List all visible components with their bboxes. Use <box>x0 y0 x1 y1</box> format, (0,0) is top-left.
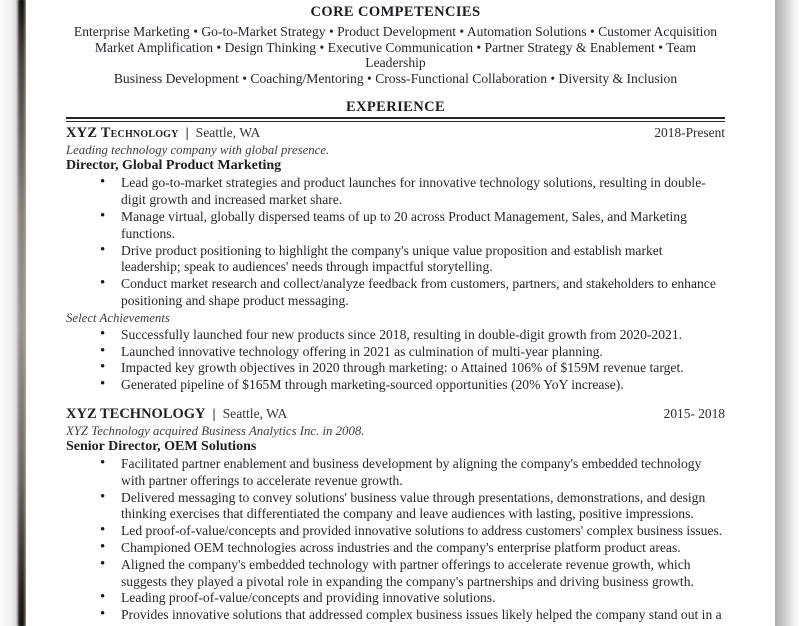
company-line <box>66 405 287 424</box>
resume-content <box>66 0 725 624</box>
job-title: Senior Director, OEM Solutions <box>66 438 257 454</box>
bullet-item: • Conduct market research and collect/analyze feedback from customers, partners, and stakeholders to enhance positioning and shape product messaging. <box>100 276 725 310</box>
job-dates: 2018-Present <box>654 125 725 141</box>
core-competencies-list <box>66 24 725 86</box>
company-note: XYZ Technology acquired Business Analytics Inc. in 2008. <box>66 423 365 438</box>
company-name: XYZ Technology <box>66 125 179 142</box>
company-name: XYZ TECHNOLOGY <box>66 405 206 422</box>
competencies-line: Enterprise Marketing • Go-to-Market Strategy • Product Development • Automation Solutions • Customer Acquisition <box>73 24 718 39</box>
page-right-shadow-band <box>774 0 800 626</box>
job-header <box>66 124 725 143</box>
bullet-item: • Lead go-to-market strategies and product launches for innovative technology solutions, resulting in double-digit growth and increased market share. <box>100 175 725 209</box>
achievements-bullet-list <box>100 327 725 394</box>
job-bullet-list <box>100 456 725 624</box>
achievements-label: Select Achievements <box>66 310 170 325</box>
page-curl-edge <box>18 0 25 626</box>
company-line <box>66 124 260 143</box>
job-dates: 2015- 2018 <box>663 405 725 421</box>
job-title: Director, Global Product Marketing <box>66 158 282 174</box>
job-bullet-list <box>100 175 725 309</box>
company-location: Seattle, WA <box>222 405 288 421</box>
bullet-item: • Generated pipeline of $165M through marketing-sourced opportunities (20% YoY increase). <box>100 377 725 394</box>
bullet-item: • Successfully launched four new products since 2018, resulting in double-digit growth from 2020-2021. <box>100 327 725 344</box>
core-competencies-title: CORE COMPETENCIES <box>310 4 481 20</box>
bullet-item: • Launched innovative technology offering in 2021 as culmination of multi-year planning. <box>100 344 725 361</box>
company-location-separator: | <box>185 126 189 142</box>
job-header <box>66 405 725 424</box>
bullet-item: • Impacted key growth objectives in 2020 through marketing: o Attained 106% of $159M revenue target. <box>100 360 725 377</box>
bullet-item: • Leading proof-of-value/concepts and providing innovative solutions. <box>100 590 725 607</box>
company-note: Leading technology company with global presence. <box>66 143 330 158</box>
job-entry <box>66 405 725 624</box>
competencies-line: Business Development • Coaching/Mentoring • Cross-Functional Collaboration • Diversity & Inclusion <box>113 70 678 86</box>
section-divider-rule <box>66 117 725 122</box>
bullet-item: • Facilitated partner enablement and business development by aligning the company's embedded technology with partner offerings to accelerate revenue growth. <box>100 456 725 490</box>
company-location: Seattle, WA <box>195 125 261 141</box>
bullet-item: • Led proof-of-value/concepts and provided innovative solutions to address customers' complex business issues. <box>100 523 725 540</box>
bullet-item: • Manage virtual, globally dispersed teams of up to 20 across Product Management, Sales, and Marketing functions. <box>100 209 725 243</box>
resume-page <box>26 0 775 626</box>
experience-title: EXPERIENCE <box>345 99 446 116</box>
bullet-item: • Delivered messaging to convey solutions' business value through presentations, demonstrations, and design thinking exercises that differentiated the company and leave audiences with lasting, positive impressions. <box>100 490 725 524</box>
job-entry <box>66 124 725 394</box>
company-location-separator: | <box>212 406 216 422</box>
competencies-line: Market Amplification • Design Thinking • Executive Communication • Partner Strategy & Enablement • Team Leadership <box>94 39 697 71</box>
bullet-item: • Drive product positioning to highlight the company's unique value proposition and establish market leadership; speak to audiences' needs through impactful storytelling. <box>100 243 725 277</box>
bullet-item: • Championed OEM technologies across industries and the company's enterprise platform product areas. <box>100 540 725 557</box>
bullet-item: • Provides innovative solutions that addressed complex business issues likely helped the company stand out in a <box>100 607 725 624</box>
bullet-item: • Aligned the company's embedded technology with partner offerings to accelerate revenue growth, which suggests they played a pivotal role in expanding the company's partnerships and driving business growth. <box>100 557 725 591</box>
